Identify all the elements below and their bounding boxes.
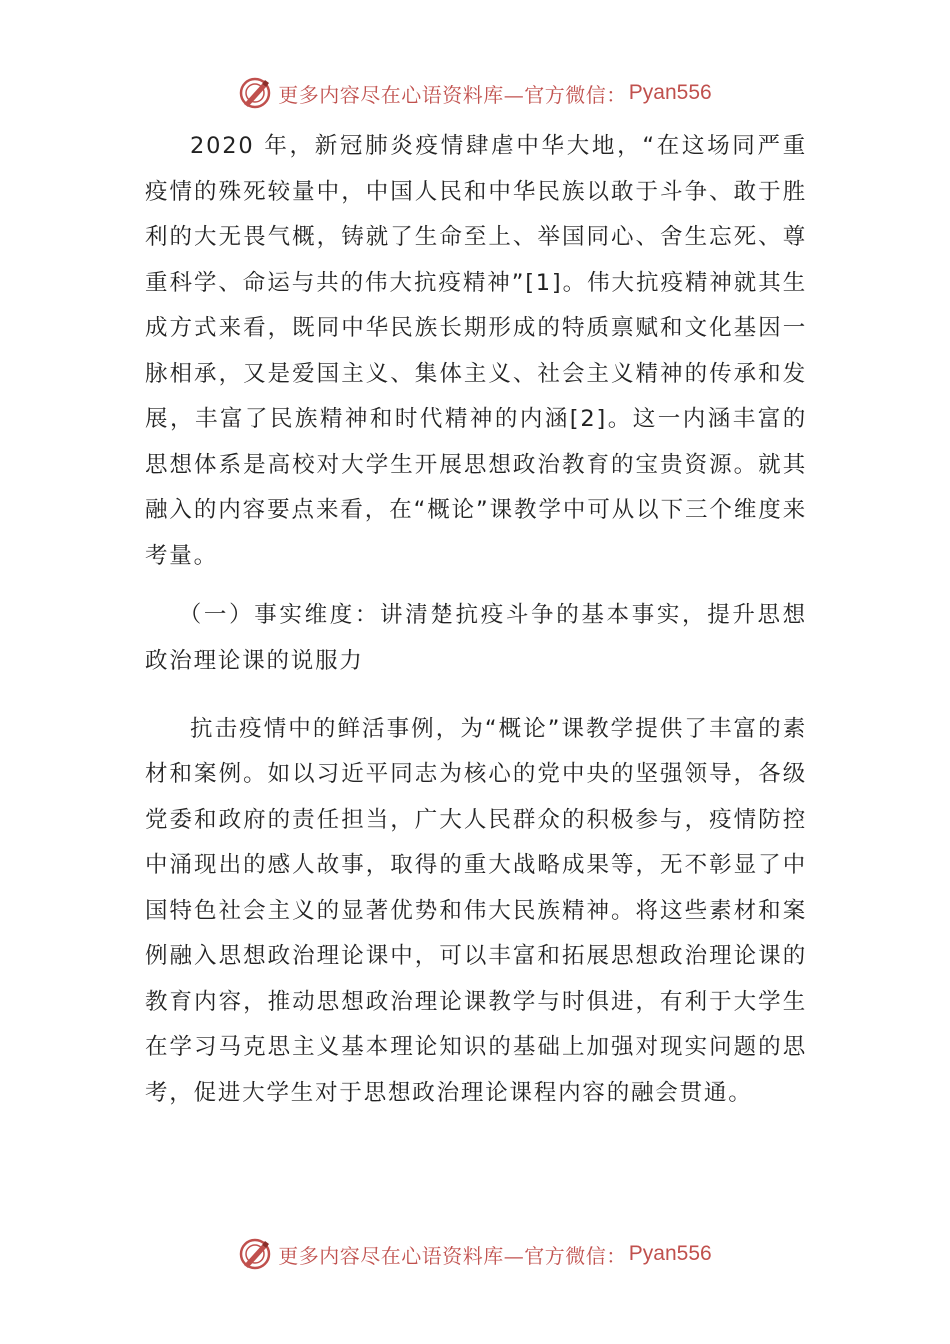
pen-seal-logo-icon (238, 76, 272, 110)
paragraph-facts: 抗击疫情中的鲜活事例，为“概论”课教学提供了丰富的素材和案例。如以习近平同志为核心的党中央的坚强领导，各级党委和政府的责任担当，广大人民群众的积极参与，疫情防控中涌现出的感人故事，取得的重大战略成果等，无不彰显了中国特色社会主义的显著优势和伟大民族精神。将这些素材和案例融入思想政治理论课中，可以丰富和拓展思想政治理论课的教育内容，推动思想政治理论课教学与时俱进，有利于大学生在学习马克思主义基本理论知识的基础上加强对现实问题的思考，促进大学生对于思想政治理论课程内容的融会贯通。 (145, 715, 807, 1106)
watermark-text: 更多内容尽在心语资料库—官方微信： (278, 1243, 627, 1268)
footer-watermark (0, 1234, 950, 1274)
watermark-wechat-id: Pyan556 (628, 81, 712, 104)
document-body (145, 124, 807, 1116)
watermark-wechat-id: Pyan556 (628, 1242, 712, 1265)
pen-seal-logo-icon (238, 1237, 272, 1271)
watermark-text: 更多内容尽在心语资料库—官方微信： (278, 82, 627, 107)
header-watermark (0, 73, 950, 113)
paragraph-intro: 2020 年，新冠肺炎疫情肆虐中华大地，“在这场同严重疫情的殊死较量中，中国人民和中华民族以敢于斗争、敢于胜利的大无畏气概，铸就了生命至上、举国同心、舍生忘死、尊重科学、命运与共的伟大抗疫精神”[1]。伟大抗疫精神就其生成方式来看，既同中华民族长期形成的特质禀赋和文化基因一脉相承，又是爱国主义、集体主义、社会主义精神的传承和发展，丰富了民族精神和时代精神的内涵[2]。这一内涵丰富的思想体系是高校对大学生开展思想政治教育的宝贵资源。就其融入的内容要点来看，在“概论”课教学中可从以下三个维度来考量。 (145, 133, 807, 569)
section-heading: （一）事实维度：讲清楚抗疫斗争的基本事实，提升思想政治理论课的说服力 (145, 602, 807, 674)
